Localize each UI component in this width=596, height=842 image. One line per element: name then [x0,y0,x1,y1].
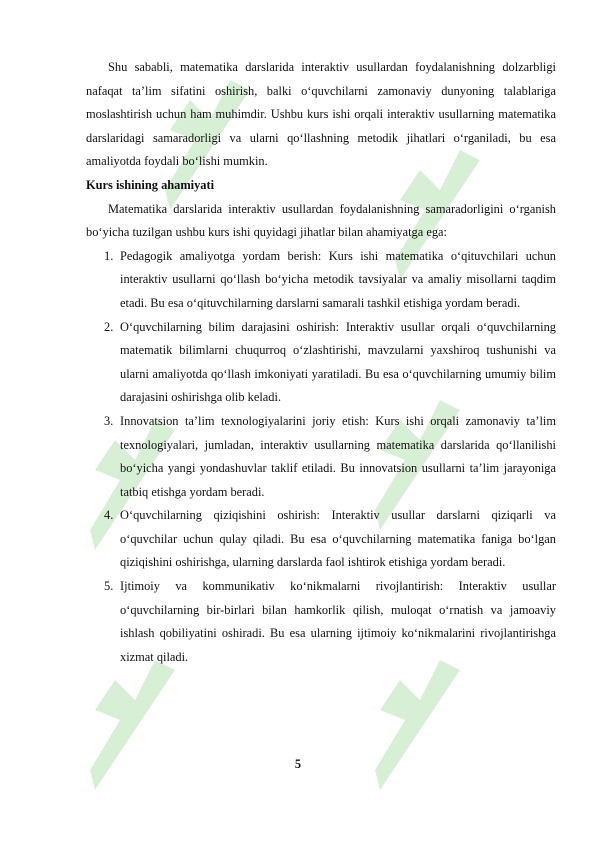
list-item-text: Innovatsion ta’lim texnologiyalarini joriy etish: Kurs ishi orqali zamonaviy ta’lim texnologiyalari, jumladan, interaktiv usullarning matematika darslarida qo‘llanilishi bo‘yicha yangi yondashuvlar taklif etiladi. Bu innovatsion usullarni ta’lim jarayoniga tatbiq etishga yordam beradi. [120,413,556,499]
list-item-number: 3. [104,413,114,428]
list-item-text: O‘quvchilarning bilim darajasini oshirish: Interaktiv usullar orqali o‘quvchilarning matematik bilimlarni chuqurroq o‘zlashtirishi, mavzularni yaxshiroq tushunishi va ularni amaliyotda qo‘llash imkoniyati yaratiladi. Bu esa o‘quvchilarning umumiy bilim darajasini oshirishga olib keladi. [120,319,556,405]
section-heading: Kurs ishining ahamiyati [86,177,215,192]
list-item [86,504,556,575]
section-intro: Matematika darslarida interaktiv usullardan foydalanishning samaradorligini o‘rganish bo‘yicha tuzilgan ushbu kurs ishi quyidagi jihatlar bilan ahamiyatga ega: [86,201,556,240]
page-number: 5 [294,757,302,771]
list-item-number: 4. [104,508,114,523]
list-item-text: Ijtimoiy va kommunikativ ko‘nikmalarni rivojlantirish: Interaktiv usullar o‘quvchilarning bir-birlari bilan hamkorlik qilish, muloqat o‘rnatish va jamoaviy ishlash qobiliyatini oshiradi. Bu esa ularning ijtimoiy ko‘nikmalarini rivojlantirishga xizmat qiladi. [120,579,556,664]
list-item-number: 2. [104,319,114,334]
list-item-number: 1. [104,248,114,263]
list-item-text: O‘quvchilarning qiziqishini oshirish: Interaktiv usullar darslarni qiziqarli va o‘quvchilar uchun qulay qiladi. Bu esa o‘quvchilarning matematika faniga bo‘lgan qiziqishini oshirishga, ularning darslarda faol ishtirok etishiga yordam beradi. [120,508,556,570]
list-item [86,410,556,504]
list-item [86,575,556,669]
list-item-text: Pedagogik amaliyotga yordam berish: Kurs ishi matematika o‘qituvchilari uchun interaktiv usullarni qo‘llash bo‘yicha metodik tavsiyalar va amaliy misollarni taqdim etadi. Bu esa o‘qituvchilarning darslarni samarali tashkil etishiga yordam beradi. [120,248,556,310]
intro-paragraph: Shu sababli, matematika darslarida interaktiv usullardan foydalanishning dolzarbligi nafaqat ta’lim sifatini oshirish, balki o‘quvchilarni zamonaviy dunyoning talablariga moslashtirish uchun ham muhimdir. Ushbu kurs ishi orqali interaktiv usullarning matematika darslaridagi samaradorligi va ularni qo‘llashning metodik jihatlari o‘rganiladi, bu esa amaliyotda foydali bo‘lishi mumkin. [86,60,556,169]
document-body [86,56,556,669]
list-item [86,245,556,316]
list-item-number: 5. [104,579,114,594]
significance-list [86,245,556,670]
list-item [86,316,556,410]
